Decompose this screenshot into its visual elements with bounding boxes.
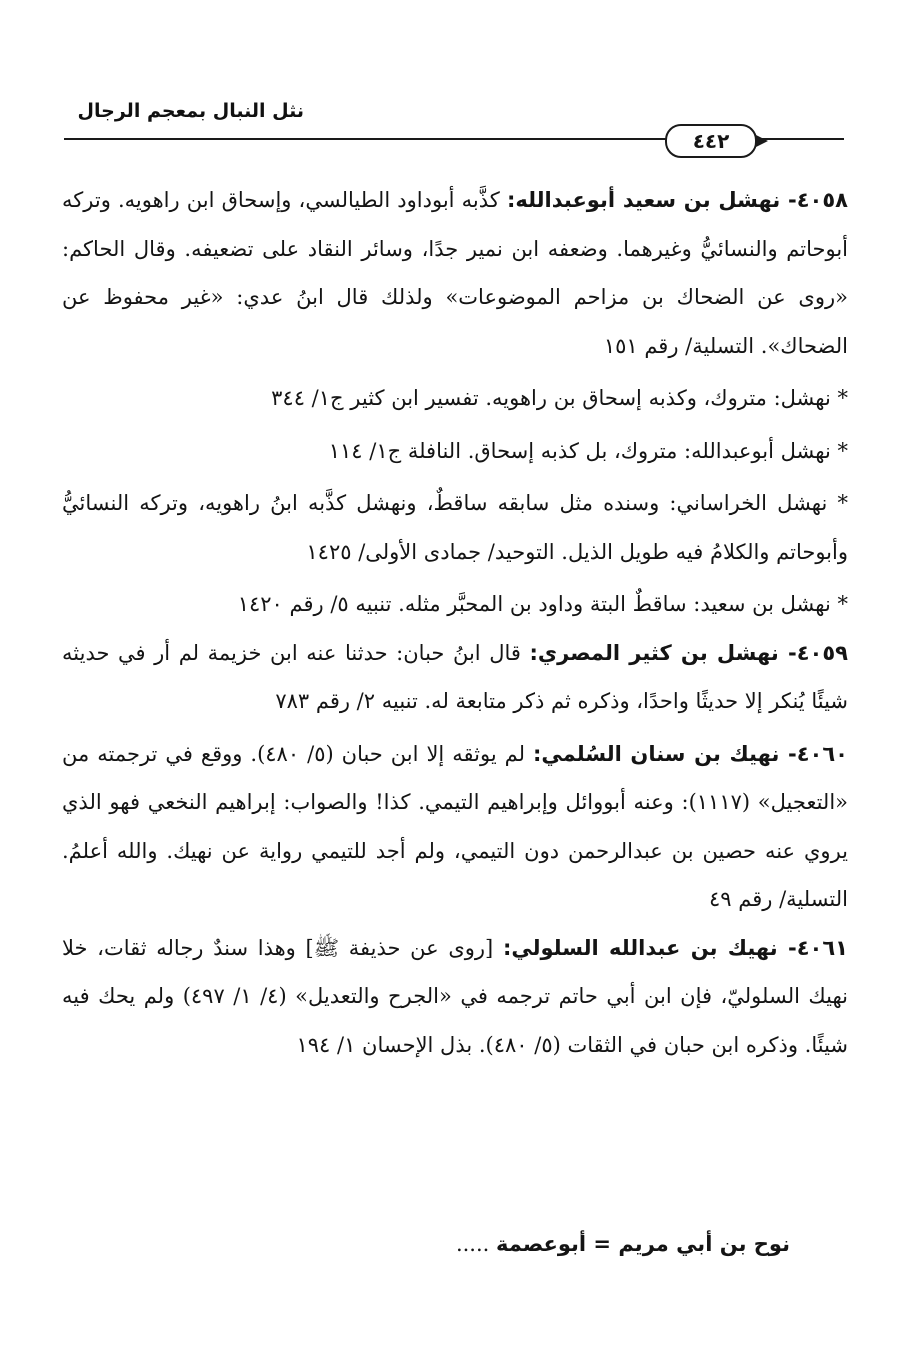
entries-body [62, 176, 848, 1069]
entry-4060 [62, 730, 848, 924]
entry-head: ٤٠٦٠- نهيك بن سنان السُلمي: [533, 741, 848, 766]
entry-4059 [62, 629, 848, 726]
ref-tanbih [62, 580, 848, 629]
entry-text: [روى عن حذيفة ﷺ] وهذا سندٌ رجاله ثقات، خلا نهيك السلوليّ، فإن ابن أبي حاتم ترجمه في «الجرح والتعديل» (٤/ ١/ ٤٩٧) ولم يحك فيه شيئًا. وذكره ابن حبان في الثقات (٥/ ٤٨٠). بذل الإحسان ١/ ١٩٤ [62, 935, 848, 1057]
crossref-name: نوح بن أبي مريم = أبوعصمة [496, 1232, 790, 1256]
entry-text: كذَّبه أبوداود الطيالسي، وإسحاق ابن راهويه. وتركه أبوحاتم والنسائيُّ وغيرهما. وضعفه ابن نمير جدًا، وسائر النقاد على تضعيفه. وقال الحاكم: «روى عن الضحاك بن مزاحم الموضوعات» ولذلك قال ابنُ عدي: «غير محفوظ عن الضحاك». التسلية/ رقم ١٥١ [62, 188, 848, 358]
entry-text: قال ابنُ حبان: حدثنا عنه ابن خزيمة لم أر في حديثه شيئًا يُنكر إلا حديثًا واحدًا، وذكره ثم ذكر متابعة له. تنبيه ٢/ رقم ٧٨٣ [62, 640, 848, 713]
entry-head: ٤٠٥٩- نهشل بن كثير المصري: [529, 640, 848, 665]
entry-4058 [62, 176, 848, 370]
running-title: نثل النبال بمعجم الرجال [77, 100, 304, 122]
ref-text: * نهشل الخراساني: وسنده مثل سابقه ساقطٌ، ونهشل كذَّبه ابنُ راهويه، وتركه النسائيُّ وأبوحاتم والكلامُ فيه طويل الذيل. التوحيد/ جمادى الأولى/ ١٤٢٥ [62, 491, 848, 564]
page-number: ٤٤٢ [665, 124, 757, 158]
cross-reference [300, 1232, 790, 1256]
entry-4061 [62, 924, 848, 1070]
ref-nafila [62, 427, 848, 476]
ref-text: * نهشل: متروك، وكذبه إسحاق بن راهويه. تفسير ابن كثير ج١/ ٣٤٤ [271, 386, 848, 410]
ref-tafsir [62, 374, 848, 423]
entry-head: ٤٠٥٨- نهشل بن سعيد أبوعبدالله: [506, 188, 849, 212]
crossref-dots: ..... [455, 1232, 490, 1256]
entry-text: لم يوثقه إلا ابن حبان (٥/ ٤٨٠). ووقع في ترجمته من «التعجيل» (١١١٧): وعنه أبووائل وإبراهيم التيمي. كذا! والصواب: إبراهيم النخعي فهو الذي يروي عنه حصين بن عبدالرحمن دون التيمي، ولم أجد للتيمي رواية عن نهيك. والله أعلمُ. التسلية/ رقم ٤٩ [62, 741, 848, 911]
entry-head: ٤٠٦١- نهيك بن عبدالله السلولي: [502, 935, 848, 960]
ref-text: * نهشل أبوعبدالله: متروك، بل كذبه إسحاق. النافلة ج١/ ١١٤ [328, 438, 848, 463]
ref-tawhid [62, 479, 848, 576]
ref-text: * نهشل بن سعيد: ساقطٌ البتة وداود بن المحبَّر مثله. تنبيه ٥/ رقم ١٤٢٠ [237, 592, 848, 616]
